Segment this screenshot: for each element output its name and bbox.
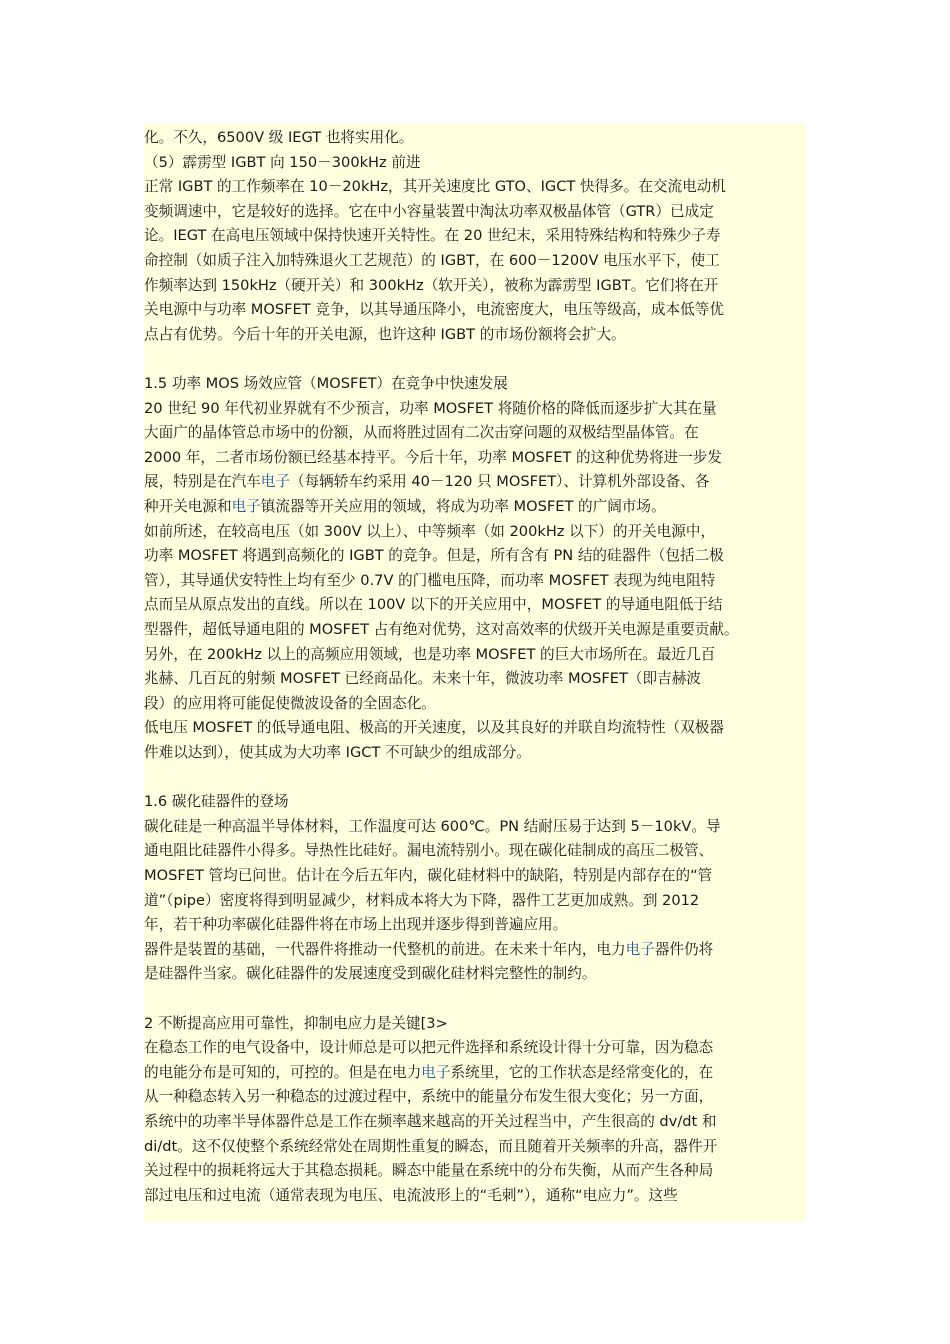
text-segment: 2000 年，二者市场份额已经基本持平。今后十年，功率 MOSFET 的这种优势将进一步发 xyxy=(144,448,722,466)
text-line xyxy=(144,371,508,396)
text-line xyxy=(144,223,721,248)
text-segment: 另外，在 200kHz 以上的高频应用领域，也是功率 MOSFET 的巨大市场所在。最近几百 xyxy=(144,645,716,663)
text-segment: 管），其导通伏安特性上均有至少 0.7V 的门槛电压降，而功率 MOSFET 表现为纯电阻特 xyxy=(144,571,716,589)
text-line xyxy=(144,1035,713,1060)
text-segment: 功率 MOSFET 将遇到高频化的 IGBT 的竞争。但是，所有含有 PN 结的硅器件（包括二极 xyxy=(144,547,724,565)
text-segment: 系统中的功率半导体器件总是工作在频率越来越高的开关过程当中，产生很高的 dv/dt 和 xyxy=(144,1113,717,1130)
text-segment: 低电压 MOSFET 的低导通电阻、极高的开关速度，以及其良好的并联自均流特性（双极器 xyxy=(144,719,724,737)
text-line xyxy=(144,519,715,544)
text-line xyxy=(144,937,713,962)
text-segment: 镇流器等开关应用的领域，将成为功率 MOSFET 的广阔市场。 xyxy=(260,498,666,515)
text-segment: 如前所述，在较高电压（如 300V 以上）、中等频率（如 200kHz 以下）的开关电源中， xyxy=(144,522,716,540)
inline-link[interactable]: 电子 xyxy=(231,498,261,515)
text-line xyxy=(144,543,724,568)
text-line xyxy=(144,150,421,175)
text-line xyxy=(144,666,701,691)
text-line xyxy=(144,1084,713,1109)
text-line xyxy=(144,789,289,814)
text-segment: 碳化硅是一种高温半导体材料，工作温度可达 600℃。PN 结耐压易于达到 5－10kV。导 xyxy=(144,817,721,835)
text-segment: 从一种稳态转入另一种稳态的过渡过程中，系统中的能量分布发生很大变化；另一方面， xyxy=(144,1088,714,1106)
text-segment: 兆赫、几百瓦的射频 MOSFET 已经商品化。未来十年，微波功率 MOSFET（即吉赫波 xyxy=(144,670,701,688)
text-segment: 命控制（如质子注入加特殊退火工艺规范）的 IGBT，在 600－1200V 电压水平下，使工 xyxy=(144,252,720,269)
text-line xyxy=(144,1109,716,1134)
text-line xyxy=(144,1134,717,1159)
text-line xyxy=(144,617,739,642)
text-segment: 在稳态工作的电气设备中，设计师总是可以把元件选择和系统设计得十分可靠，因为稳态 xyxy=(144,1039,714,1057)
text-segment: 型器件，超低导通电阻的 MOSFET 占有绝对优势，这对高效率的伏级开关电源是重要贡献。 xyxy=(144,621,739,638)
text-line xyxy=(144,420,699,445)
text-segment: 器件仍将 xyxy=(654,940,714,958)
text-segment: 是硅器件当家。碳化硅器件的发展速度受到碳化硅材料完整性的制约。 xyxy=(144,965,597,983)
text-segment: 器件是装置的基础，一代器件将推动一代整机的前进。在未来十年内，电力 xyxy=(144,940,626,958)
inline-link[interactable]: 电子 xyxy=(625,940,655,958)
inline-link[interactable]: 电子 xyxy=(260,473,290,491)
text-segment: （5）霹雳型 IGBT 向 150－300kHz 前进 xyxy=(144,153,421,171)
text-line xyxy=(144,1158,713,1183)
text-segment: 化。不久，6500V 级 IEGT 也将实用化。 xyxy=(144,129,414,146)
text-line xyxy=(144,691,436,716)
text-line xyxy=(144,248,720,273)
text-segment: 论。IEGT 在高电压领域中保持快速开关特性。在 20 世纪末，采用特殊结构和特殊少子寿 xyxy=(144,227,721,245)
text-segment: 部过电压和过电流（通常表现为电压、电流波形上的“毛刺”），通称“电应力”。这些 xyxy=(144,1186,678,1204)
text-line xyxy=(144,1060,713,1085)
text-segment: 点而呈从原点发出的直线。所以在 100V 以下的开关应用中，MOSFET 的导通电阻低于结 xyxy=(144,596,723,614)
text-line xyxy=(144,912,567,937)
text-line xyxy=(144,297,724,322)
text-line xyxy=(144,199,714,224)
text-segment: 点占有优势。今后十年的开关电源，也许这种 IGBT 的市场份额将会扩大。 xyxy=(144,325,626,343)
text-segment: 段）的应用将可能促使微波设备的全固态化。 xyxy=(144,694,436,712)
text-segment: 的电能分布是可知的，可控的。但是在电力 xyxy=(144,1063,422,1081)
text-line xyxy=(144,863,712,888)
text-segment: MOSFET 管均已问世。估计在今后五年内，碳化硅材料中的缺陷，特别是内部存在的“管 xyxy=(144,867,713,884)
text-line xyxy=(144,1011,448,1036)
text-line xyxy=(144,469,709,494)
text-line xyxy=(144,642,715,667)
text-line xyxy=(144,445,722,470)
text-line xyxy=(144,715,724,740)
text-line xyxy=(144,174,726,199)
text-segment: （每辆轿车约采用 40－120 只 MOSFET）、计算机外部设备、各 xyxy=(289,473,710,491)
text-segment: 作频率达到 150kHz（硬开关）和 300kHz（软开关），被称为霹雳型 IGBT。它们将在开 xyxy=(144,276,719,294)
text-line xyxy=(144,125,413,150)
text-segment: 2 不断提高应用可靠性，抑制电应力是关键[3> xyxy=(144,1014,448,1032)
text-segment: 件难以达到），使其成为大功率 IGCT 不可缺少的组成部分。 xyxy=(144,744,531,761)
text-line xyxy=(144,273,718,298)
text-segment: 20 世纪 90 年代初业界就有不少预言，功率 MOSFET 将随价格的降低而逐步扩大其在量 xyxy=(144,399,717,417)
text-segment: 大面广的晶体管总市场中的份额，从而将胜过固有二次击穿问题的双极结型晶体管。在 xyxy=(144,424,699,442)
text-line xyxy=(144,568,715,593)
text-segment: 1.5 功率 MOS 场效应管（MOSFET）在竞争中快速发展 xyxy=(144,375,508,392)
text-segment: 变频调速中，它是较好的选择。它在中小容量装置中淘汰功率双极晶体管（GTR）已成定 xyxy=(144,202,714,220)
text-line xyxy=(144,592,723,617)
text-segment: 系统里，它的工作状态是经常变化的，在 xyxy=(450,1063,714,1081)
text-line xyxy=(144,740,531,765)
text-segment: 关过程中的损耗将远大于其稳态损耗。瞬态中能量在系统中的分布失衡，从而产生各种局 xyxy=(144,1162,714,1180)
text-segment: 通电阻比硅器件小得多。导热性比硅好。漏电流特别小。现在碳化硅制成的高压二极管、 xyxy=(144,842,714,860)
text-segment: 展，特别是在汽车 xyxy=(144,473,261,491)
text-line xyxy=(144,494,666,519)
text-line xyxy=(144,396,717,421)
text-line xyxy=(144,888,699,913)
text-segment: 种开关电源和 xyxy=(144,498,232,515)
text-segment: 正常 IGBT 的工作频率在 10－20kHz，其开关速度比 GTO、IGCT 快得多。在交流电动机 xyxy=(144,178,726,196)
text-line xyxy=(144,961,596,986)
text-line xyxy=(144,814,721,839)
text-segment: 1.6 碳化硅器件的登场 xyxy=(144,793,289,811)
inline-link[interactable]: 电子 xyxy=(421,1063,451,1081)
text-line xyxy=(144,838,713,863)
text-line xyxy=(144,1183,678,1208)
text-segment: di/dt。这不仅使整个系统经常处在周期性重复的瞬态，而且随着开关频率的升高，器件开 xyxy=(144,1137,718,1155)
text-line xyxy=(144,322,626,347)
text-segment: 道”（pipe）密度将得到明显减少，材料成本将大为下降，器件工艺更加成熟。到 2012 xyxy=(144,891,700,909)
text-segment: 年，若干种功率碳化硅器件将在市场上出现并逐步得到普遍应用。 xyxy=(144,916,568,934)
text-segment: 关电源中与功率 MOSFET 竞争，以其导通压降小，电流密度大，电压等级高，成本低等优 xyxy=(144,301,724,319)
